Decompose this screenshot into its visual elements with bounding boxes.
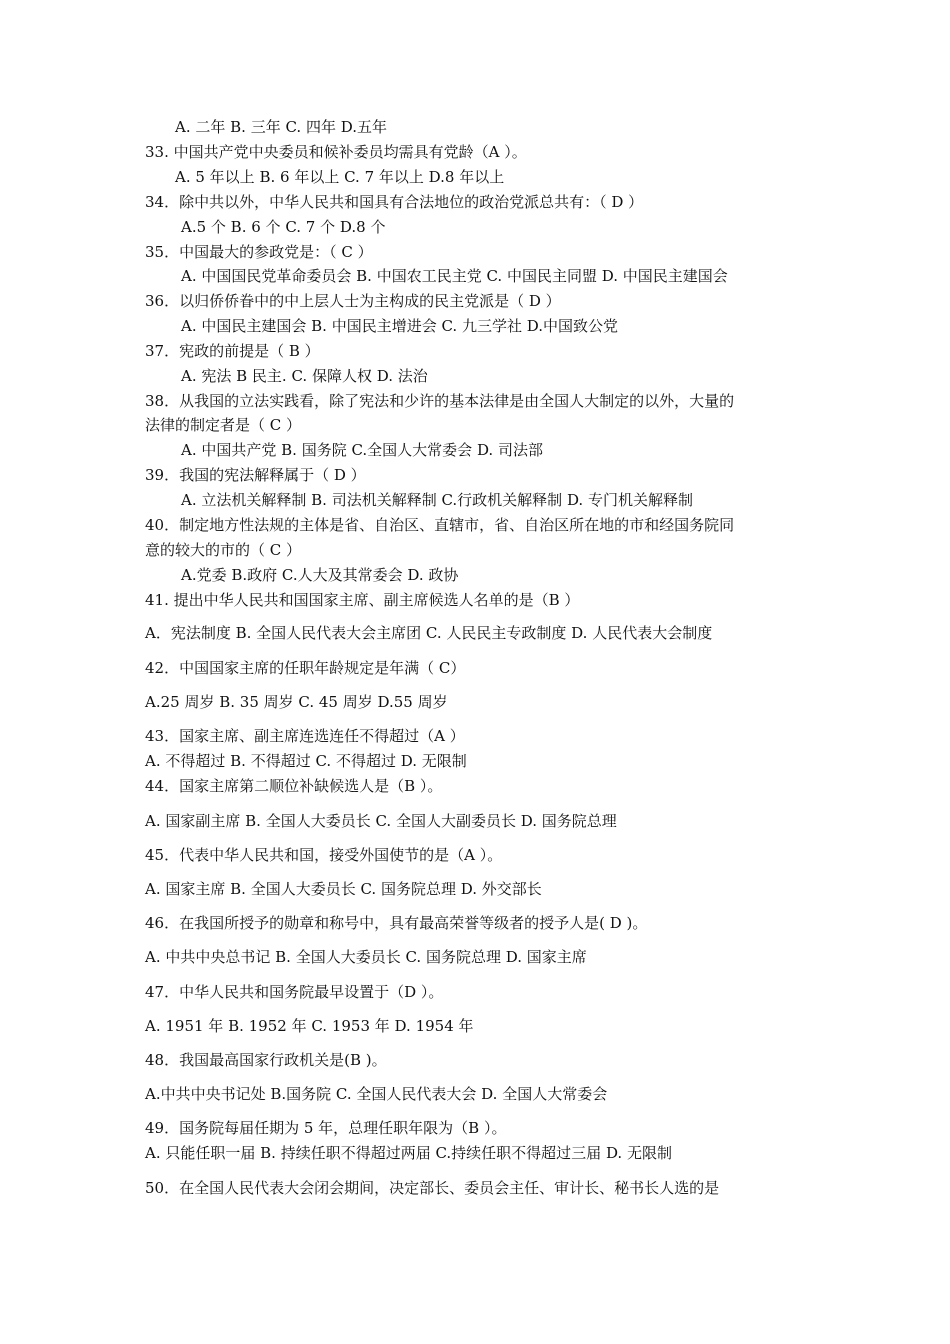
answer-options-49: A. 只能任职一届 B. 持续任职不得超过两届 C.持续任职不得超过三届 D. 无限制 <box>145 1144 672 1162</box>
question-46: 46．在我国所授予的勋章和称号中，具有最高荣誉等级者的授予人是( D )。 <box>145 914 648 932</box>
answer-options-37: A. 宪法 B 民主. C. 保障人权 D. 法治 <box>181 367 428 385</box>
question-40-line-1: 40．制定地方性法规的主体是省、自治区、直辖市，省、自治区所在地的市和经国务院同 <box>145 516 735 534</box>
answer-options-48: A.中共中央书记处 B.国务院 C. 全国人民代表大会 D. 全国人大常委会 <box>145 1085 608 1103</box>
question-38-line-1: 38．从我国的立法实践看，除了宪法和少许的基本法律是由全国人大制定的以外，大量的 <box>145 392 735 410</box>
question-39: 39．我国的宪法解释属于（ D ） <box>145 466 366 484</box>
answer-options-43: A. 不得超过 B. 不得超过 C. 不得超过 D. 无限制 <box>145 752 467 770</box>
answer-options-40: A.党委 B.政府 C.人大及其常委会 D. 政协 <box>181 566 459 584</box>
answer-options-47: A. 1951 年 B. 1952 年 C. 1953 年 D. 1954 年 <box>145 1017 474 1035</box>
answer-options-38: A. 中国共产党 B. 国务院 C.全国人大常委会 D. 司法部 <box>181 441 543 459</box>
question-35: 35．中国最大的参政党是：（ C ） <box>145 243 373 261</box>
answer-options-34: A.5 个 B. 6 个 C. 7 个 D.8 个 <box>181 218 386 236</box>
question-45: 45．代表中华人民共和国，接受外国使节的是（A ）。 <box>145 846 503 864</box>
question-48: 48．我国最高国家行政机关是(B )。 <box>145 1051 387 1069</box>
answer-options-42: A.25 周岁 B. 35 周岁 C. 45 周岁 D.55 周岁 <box>145 693 448 711</box>
question-49: 49．国务院每届任期为 5 年，总理任职年限为（B ）。 <box>145 1119 507 1137</box>
answer-options-33: A. 5 年以上 B. 6 年以上 C. 7 年以上 D.8 年以上 <box>175 168 505 186</box>
question-38-line-2: 法律的制定者是（ C ） <box>145 416 302 434</box>
question-34: 34．除中共以外，中华人民共和国具有合法地位的政治党派总共有：（ D ） <box>145 193 644 211</box>
question-40-line-2: 意的较大的市的（ C ） <box>145 541 302 559</box>
question-44: 44．国家主席第二顺位补缺候选人是（B ）。 <box>145 777 443 795</box>
question-36: 36．以归侨侨眷中的中上层人士为主构成的民主党派是（ D ） <box>145 292 561 310</box>
answer-options-32: A. 二年 B. 三年 C. 四年 D.五年 <box>175 118 387 136</box>
answer-options-39: A. 立法机关解释制 B. 司法机关解释制 C.行政机关解释制 D. 专门机关解释制 <box>181 491 693 509</box>
answer-options-44: A. 国家副主席 B. 全国人大委员长 C. 全国人大副委员长 D. 国务院总理 <box>145 812 617 830</box>
question-41: 41. 提出中华人民共和国国家主席、副主席候选人名单的是（B ） <box>145 591 580 609</box>
question-37: 37．宪政的前提是（ B ） <box>145 342 320 360</box>
question-47: 47．中华人民共和国务院最早设置于（D ）。 <box>145 983 444 1001</box>
answer-options-46: A. 中共中央总书记 B. 全国人大委员长 C. 国务院总理 D. 国家主席 <box>145 948 587 966</box>
question-42: 42．中国国家主席的任职年龄规定是年满（ C） <box>145 659 466 677</box>
question-43: 43．国家主席、副主席连选连任不得超过（A ） <box>145 727 465 745</box>
question-33: 33. 中国共产党中央委员和候补委员均需具有党龄（A ）。 <box>145 143 527 161</box>
answer-options-45: A. 国家主席 B. 全国人大委员长 C. 国务院总理 D. 外交部长 <box>145 880 542 898</box>
answer-options-35: A. 中国国民党革命委员会 B. 中国农工民主党 C. 中国民主同盟 D. 中国民主建国会 <box>181 267 728 285</box>
question-50: 50．在全国人民代表大会闭会期间，决定部长、委员会主任、审计长、秘书长人选的是 <box>145 1179 720 1197</box>
answer-options-41: A．宪法制度 B. 全国人民代表大会主席团 C. 人民民主专政制度 D. 人民代表大会制度 <box>145 624 713 642</box>
answer-options-36: A. 中国民主建国会 B. 中国民主增进会 C. 九三学社 D.中国致公党 <box>181 317 618 335</box>
